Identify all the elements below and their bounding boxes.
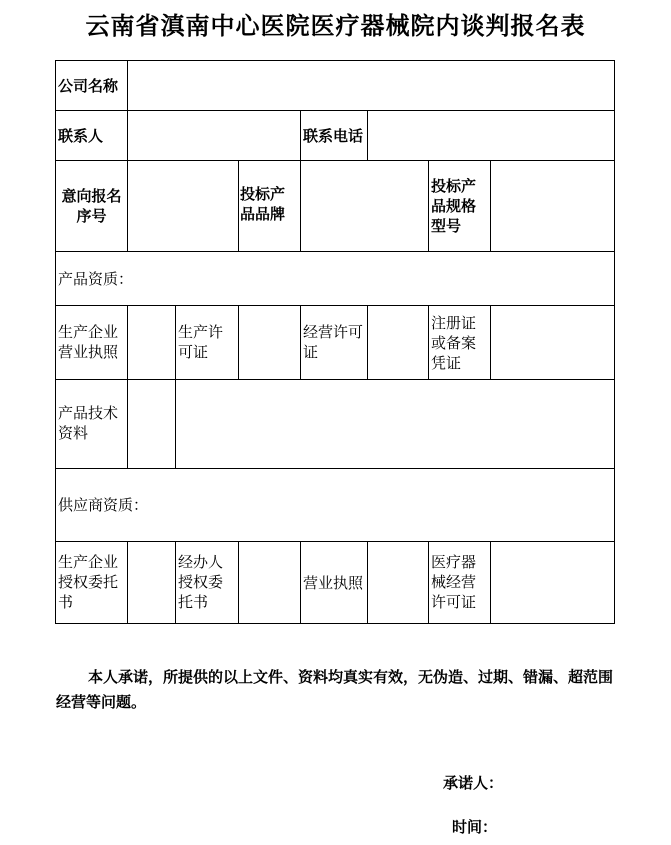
reg-cert-label: 注册证 或备案 凭证: [431, 314, 477, 372]
table-border-bottom: [55, 623, 615, 624]
agent-auth-label: 经办人 授权委 托书: [178, 553, 224, 611]
device-op-permit-field[interactable]: [491, 542, 614, 623]
auth-letter-label: 生产企业 授权委托 书: [58, 553, 119, 611]
brand-field[interactable]: [301, 161, 428, 251]
col-divider: [300, 541, 301, 623]
table-border-left: [55, 60, 56, 624]
col-divider: [428, 305, 429, 379]
prod-permit-label: 生产许 可证: [178, 323, 224, 361]
table-border-right: [614, 60, 615, 624]
col-divider: [428, 160, 429, 251]
spec-label: 投标产 品规格 型号: [431, 177, 477, 235]
tech-doc-field[interactable]: [176, 380, 614, 468]
pledge-text: 本人承诺，所提供的以上文件、资料均真实有效，无伪造、过期、错漏、超范围经营等问题。: [56, 668, 614, 711]
supplier-license-field[interactable]: [368, 542, 428, 623]
phone-label: 联系电话: [303, 127, 364, 145]
company-name-field[interactable]: [128, 61, 614, 110]
tech-doc-label: 产品技术 资料: [58, 404, 119, 442]
brand-label: 投标产 品品牌: [240, 185, 286, 223]
device-op-permit-label: 医疗器 械经营 许可证: [431, 553, 477, 611]
col-divider: [300, 305, 301, 379]
op-permit-field[interactable]: [368, 306, 428, 379]
supplier-qualification-heading: 供应商资质：: [58, 496, 149, 514]
agent-auth-field[interactable]: [239, 542, 300, 623]
page-title: 云南省滇南中心医院医疗器械院内谈判报名表: [85, 11, 586, 40]
date-label: 时间：: [452, 818, 498, 836]
op-permit-label: 经营许可 证: [303, 323, 364, 361]
promisor-field[interactable]: [505, 768, 615, 792]
biz-license-label: 生产企业 营业执照: [58, 323, 119, 361]
phone-field[interactable]: [368, 111, 614, 160]
col-divider: [175, 541, 176, 623]
col-divider: [175, 305, 176, 379]
prod-permit-field[interactable]: [239, 306, 300, 379]
auth-letter-field[interactable]: [128, 542, 175, 623]
contact-label: 联系人: [58, 127, 104, 145]
tech-doc-check-field[interactable]: [128, 380, 175, 468]
row-divider: [55, 251, 615, 252]
seq-field[interactable]: [128, 161, 238, 251]
biz-license-field[interactable]: [128, 306, 175, 379]
col-divider: [300, 110, 301, 160]
date-field[interactable]: [497, 812, 615, 836]
contact-field[interactable]: [128, 111, 300, 160]
seq-label: 意向报名 序号: [61, 187, 122, 225]
company-name-label: 公司名称: [58, 77, 119, 95]
col-divider: [238, 160, 239, 251]
reg-cert-field[interactable]: [491, 306, 614, 379]
promisor-label: 承诺人：: [443, 774, 504, 792]
row-divider: [55, 468, 615, 469]
col-divider: [428, 541, 429, 623]
spec-field[interactable]: [491, 161, 614, 251]
supplier-license-label: 营业执照: [303, 574, 364, 592]
product-qualification-heading: 产品资质：: [58, 270, 134, 288]
